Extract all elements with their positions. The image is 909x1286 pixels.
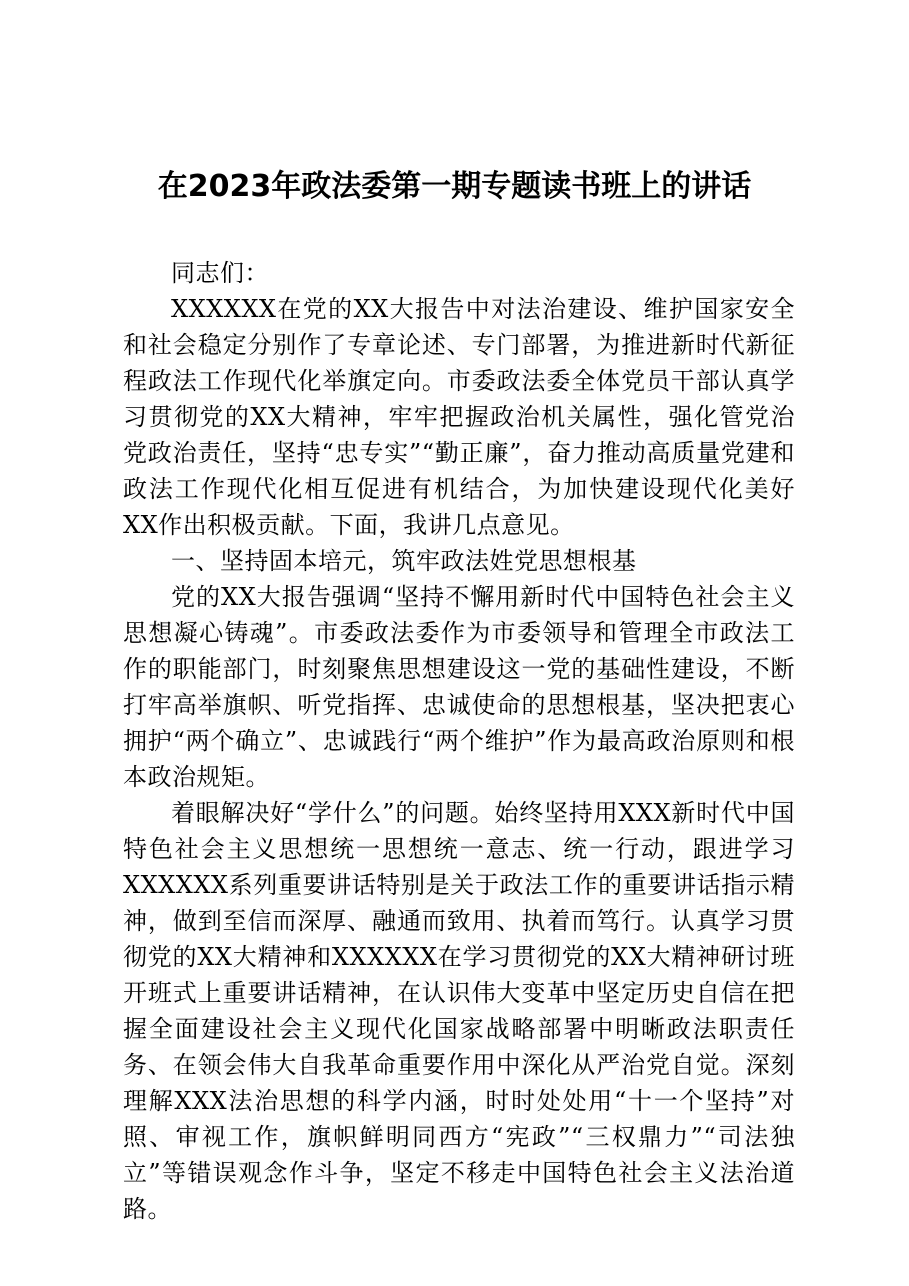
document-title: 在2023年政法委第一期专题读书班上的讲话 [157,169,752,204]
section-heading-1: 一、坚持固本培元，筑牢政法姓党思想根基 [171,547,637,575]
paragraph-intro: XXXXXX在党的XX大报告中对法治建设、维护国家安全和社会稳定分别作了专章论述、专门部署，为推进新时代新征程政法工作现代化举旗定向。市委政法委全体党员干部认真学习贯彻党的XX大精神，牢牢把握政治机关属性，强化管党治党政治责任，坚持“忠专实”“勤正廉”，奋力推动高质量党建和政法工作现代化相互促进有机结合，为加快建设现代化美好XX作出积极贡献。下面，我讲几点意见。 [123,295,795,539]
paragraph-section-1: 党的XX大报告强调“坚持不懈用新时代中国特色社会主义思想凝心铸魂”。市委政法委作为市委领导和管理全市政法工作的职能部门，时刻聚焦思想建设这一党的基础性建设，不断打牢高举旗帜、听党指挥、忠诚使命的思想根基，坚决把衷心拥护“两个确立”、忠诚践行“两个维护”作为最高政治原则和根本政治规矩。 [123,583,795,791]
salutation: 同志们： [171,259,269,287]
paragraph-study: 着眼解决好“学什么”的问题。始终坚持用XXX新时代中国特色社会主义思想统一思想统一意志、统一行动，跟进学习XXXXXX系列重要讲话特别是关于政法工作的重要讲话指示精神，做到至信而深厚、融通而致用、执着而笃行。认真学习贯彻党的XX大精神和XXXXXX在学习贯彻党的XX大精神研讨班开班式上重要讲话精神，在认识伟大变革中坚定历史自信在把握全面建设社会主义现代化国家战略部署中明晰政法职责任务、在领会伟大自我革命重要作用中深化从严治党自觉。深刻理解XXX法治思想的科学内涵，时时处处用“十一个坚持”对照、审视工作，旗帜鲜明同西方“宪政”“三权鼎力”“司法独立”等错误观念作斗争，坚定不移走中国特色社会主义法治道路。 [123,799,795,1223]
document-body [123,255,795,1227]
